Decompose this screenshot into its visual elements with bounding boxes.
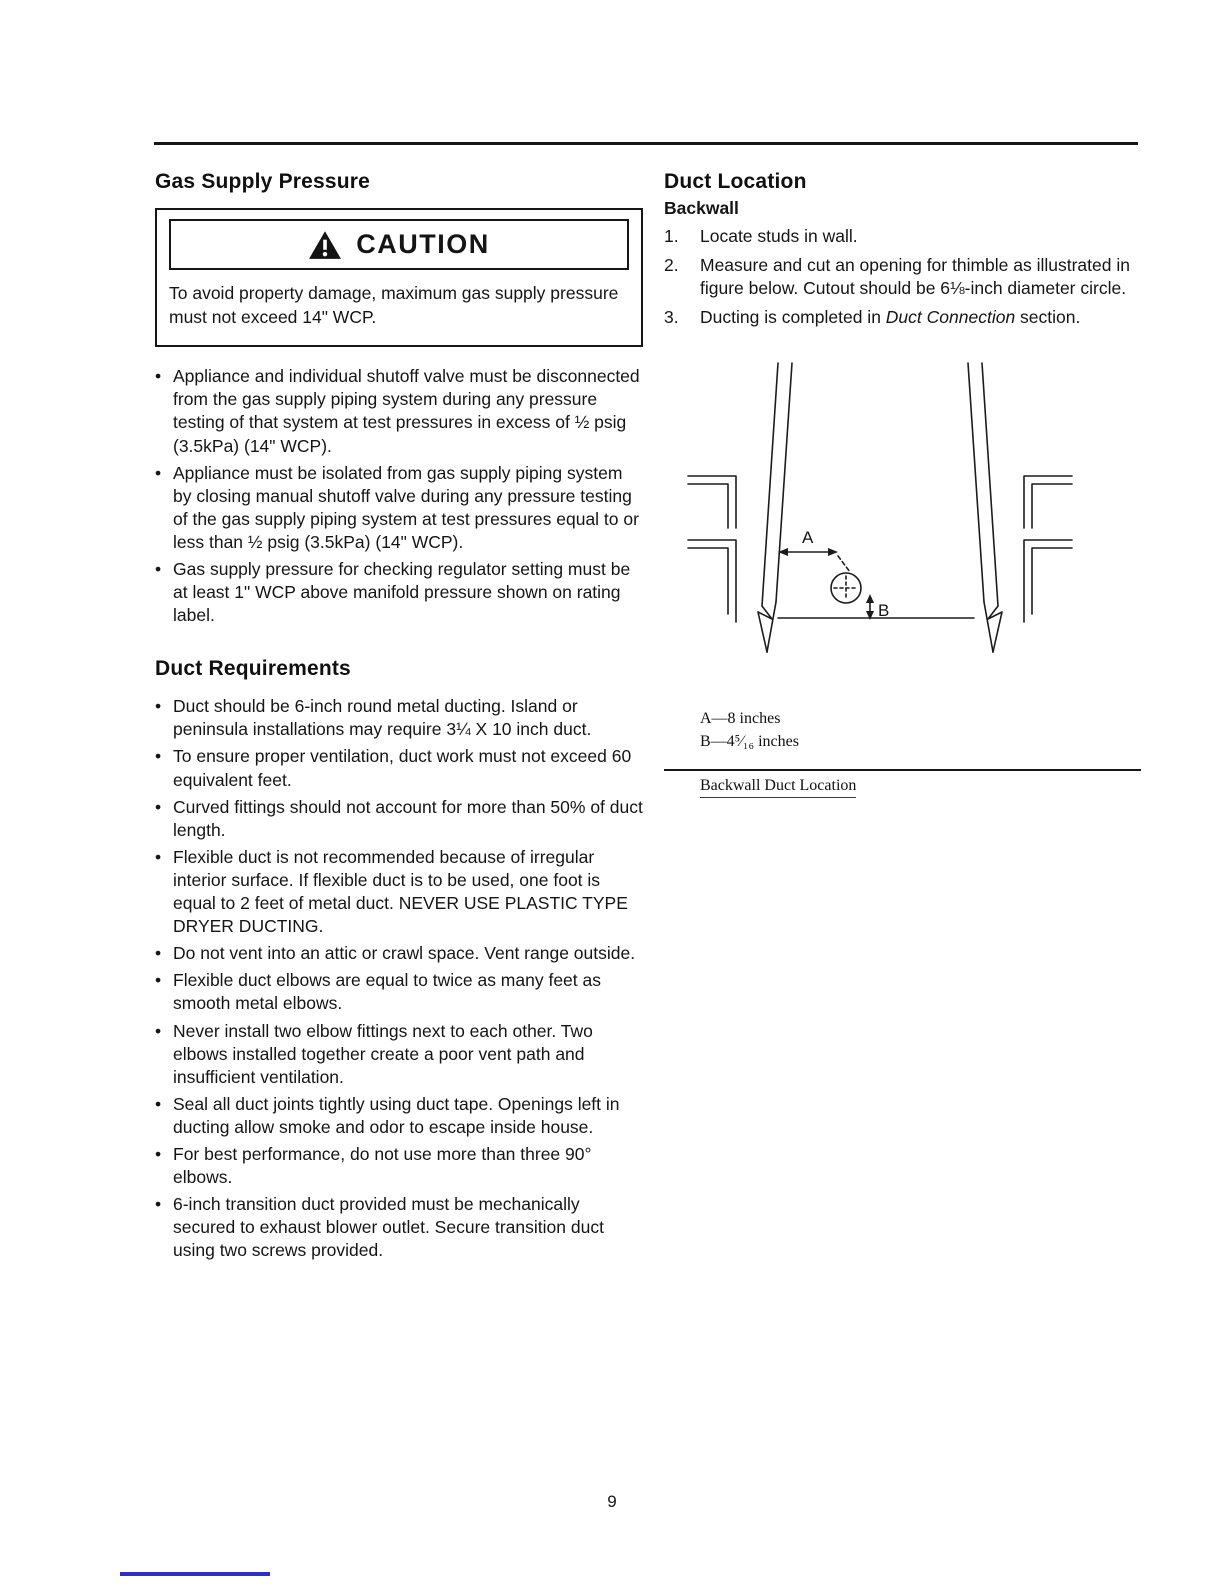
section-title-duct-requirements: Duct Requirements (155, 657, 351, 681)
warning-triangle-icon (308, 230, 342, 260)
right-stud-break (988, 606, 1002, 652)
bullet-item (155, 462, 643, 554)
bullet-marker: • (155, 846, 162, 867)
figure-rule (664, 769, 1141, 771)
right-wall-edge (1024, 540, 1072, 622)
section-title-duct-location: Duct Location (664, 170, 807, 193)
bullet-item (155, 558, 643, 627)
bullet-text: 6-inch transition duct provided must be mechanically secured to exhaust blower outlet. Secure transition duct using two screws provided. (173, 1194, 604, 1261)
bullet-text: Do not vent into an attic or crawl space. Vent range outside. (173, 943, 636, 964)
section-title-gas-supply-pressure: Gas Supply Pressure (155, 170, 371, 193)
bullet-marker: • (155, 1020, 162, 1041)
backwall-step-list (664, 225, 1141, 330)
bullet-text: Gas supply pressure for checking regulator setting must be at least 1" WCP above manifold pressure shown on rating label. (173, 559, 631, 626)
bullet-item (155, 846, 643, 938)
caution-header (169, 219, 629, 270)
step-number: 1. (664, 226, 679, 246)
bullet-marker: • (155, 1194, 162, 1215)
right-stud-line (982, 363, 998, 606)
bullet-marker: • (155, 970, 162, 991)
bullet-item (155, 796, 643, 842)
bullet-marker: • (155, 559, 162, 579)
bullet-marker: • (155, 1143, 162, 1164)
dimension-a-extension (838, 556, 850, 572)
caution-box (155, 208, 643, 347)
duct-requirements-bullet-list (155, 695, 643, 1262)
step-number: 2. (664, 254, 679, 275)
bullet-item (155, 745, 643, 791)
right-wall-edge (1032, 484, 1072, 528)
bullet-marker: • (155, 366, 162, 387)
left-stud-break (767, 602, 776, 652)
bullet-marker: • (155, 746, 162, 767)
bullet-marker: • (155, 943, 162, 964)
bullet-item (155, 695, 643, 741)
figure-dimension-captions (700, 707, 1141, 753)
step-text: Measure and cut an opening for thimble as illustrated in figure below. Cutout should be 6⅛-inch diameter circle. (700, 254, 1130, 299)
step-text-plain: section. (1015, 306, 1081, 327)
left-stud-line (762, 363, 778, 606)
bullet-item (155, 1143, 643, 1189)
step-text: Locate studs in wall. (700, 226, 858, 246)
figure-label-a: A (802, 527, 814, 547)
bullet-item (155, 365, 643, 457)
bullet-text: To ensure proper ventilation, duct work must not exceed 60 equivalent feet. (173, 746, 632, 790)
figure-label-b: B (878, 600, 890, 620)
figure-caption-a: A—8 inches (700, 709, 781, 727)
bullet-text: Flexible duct is not recommended because of irregular interior surface. If flexible duct is to be used, one foot is equal to 2 feet of metal duct. NEVER USE PLASTIC TYPE DRYER DUCTING. (173, 846, 628, 937)
bullet-marker: • (155, 462, 162, 483)
page-number: 9 (607, 1492, 617, 1511)
top-rule (154, 142, 1138, 145)
bullet-marker: • (155, 796, 162, 817)
caution-label: CAUTION (356, 229, 490, 259)
step-number: 3. (664, 306, 679, 327)
step-text-italic: Duct Connection (885, 306, 1016, 327)
right-stud-line (968, 363, 984, 602)
subsection-title-backwall: Backwall (664, 198, 739, 218)
bullet-text: Seal all duct joints tightly using duct tape. Openings left in ducting allow smoke and odor to escape inside house. (173, 1093, 620, 1137)
bullet-item (155, 1020, 643, 1089)
left-wall-edge (688, 548, 728, 614)
right-stud-break (984, 602, 993, 652)
bullet-text: Appliance and individual shutoff valve must be disconnected from the gas supply piping system during any pressure testing of that system at test pressures in excess of ½ psig (3.5kPa) (14" WCP). (173, 366, 640, 456)
figure-caption-b: B—4⁵⁄₁₆ inches (700, 732, 799, 750)
step-text (700, 306, 1141, 330)
step-text-plain: Ducting is completed in (700, 306, 886, 327)
gas-supply-bullet-list (155, 365, 643, 627)
bullet-text: Never install two elbow fittings next to each other. Two elbows installed together create a poor vent path and insufficient ventilation. (173, 1020, 593, 1087)
left-stud-line (776, 363, 792, 602)
bullet-item (155, 1093, 643, 1139)
bullet-item (155, 1193, 643, 1262)
step-item (664, 254, 1141, 301)
bullet-marker: • (155, 1093, 162, 1114)
left-column (155, 170, 643, 1266)
bullet-item (155, 942, 643, 965)
left-stud-break (758, 606, 772, 652)
arrowhead-right (828, 548, 838, 556)
bullet-item (155, 969, 643, 1015)
figure-title: Backwall Duct Location (700, 777, 856, 798)
bullet-text: Curved fittings should not account for more than 50% of duct length. (173, 796, 643, 840)
backwall-duct-diagram (674, 360, 1086, 678)
bullet-text: For best performance, do not use more than three 90° elbows. (173, 1143, 592, 1188)
bullet-text: Appliance must be isolated from gas supply piping system by closing manual shutoff valve during any pressure testing of the gas supply piping system at test pressures equal to or less than ½ psig (3.5kPa) (14" WCP). (173, 462, 639, 552)
bullet-text: Flexible duct elbows are equal to twice as many feet as smooth metal elbows. (173, 970, 601, 1014)
backwall-figure (674, 360, 1141, 683)
right-wall-edge (1032, 548, 1072, 614)
caution-text: To avoid property damage, maximum gas supply pressure must not exceed 14" WCP. (169, 283, 619, 327)
left-wall-edge (688, 484, 728, 528)
arrowhead-up (866, 594, 874, 603)
step-item (664, 306, 1141, 330)
right-column (664, 170, 1141, 798)
bullet-marker: • (155, 696, 162, 717)
step-item (664, 225, 1141, 249)
bullet-text: Duct should be 6-inch round metal ducting. Island or peninsula installations may require 3¼ X 10 inch duct. (173, 696, 592, 740)
scan-artifact-line (120, 1572, 270, 1576)
